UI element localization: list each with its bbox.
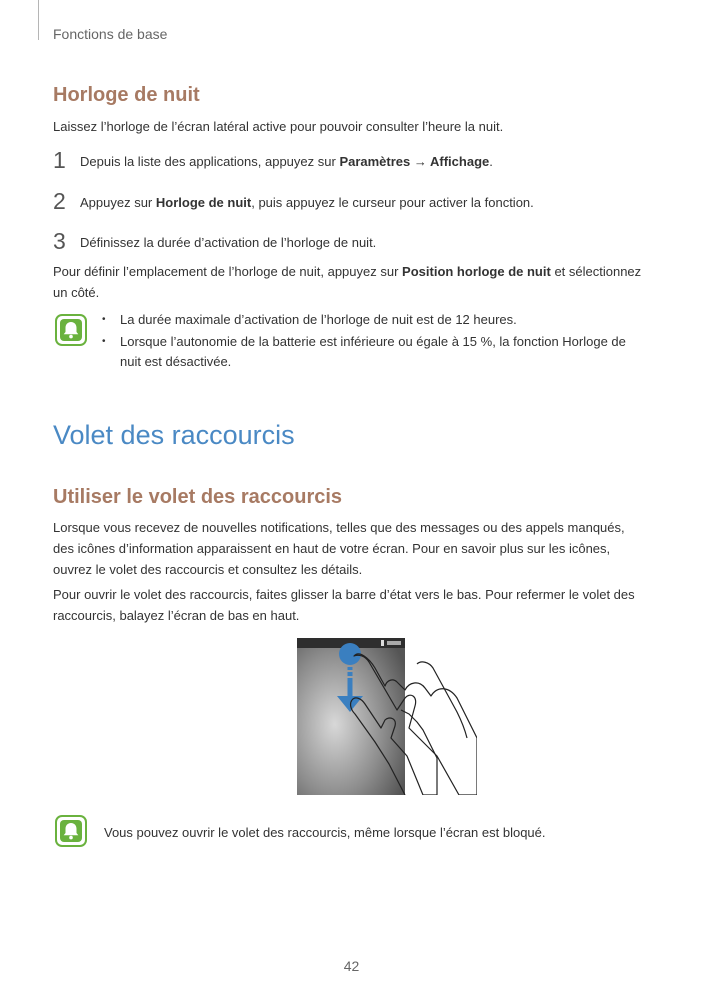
shortcuts-paragraph-2: Pour ouvrir le volet des raccourcis, faites glisser la barre d’état vers le bas. Pour refermer le volet des raccourcis, balayez l’écran de bas en haut. <box>53 587 635 623</box>
bell-icon <box>55 314 87 346</box>
step-text-2: Appuyez sur Horloge de nuit, puis appuyez le curseur pour activer la fonction. <box>80 195 534 210</box>
position-paragraph: Pour définir l’emplacement de l’horloge de nuit, appuyez sur Position horloge de nuit et sélectionnez un côté. <box>53 264 642 300</box>
note-item: • La durée maximale d’activation de l’horloge de nuit est de 12 heures. <box>100 310 645 330</box>
step-1-bold: Paramètres → Affichage <box>339 154 490 169</box>
step-number-2: 2 <box>53 188 66 214</box>
night-clock-title: Horloge de nuit <box>53 84 200 106</box>
bell-icon <box>55 815 87 847</box>
step-number-3: 3 <box>53 228 66 254</box>
section-label: Fonctions de base <box>53 26 168 42</box>
step-2-bold: Horloge de nuit <box>155 195 252 210</box>
page-number: 42 <box>343 958 360 974</box>
step-text-1: Depuis la liste des applications, appuyez sur Paramètres → Affichage. <box>80 154 493 169</box>
swipe-illustration <box>297 638 477 795</box>
header-rule <box>38 0 39 40</box>
lockscreen-note: Vous pouvez ouvrir le volet des raccourcis, même lorsque l’écran est bloqué. <box>104 825 546 840</box>
position-bold: Position horloge de nuit <box>402 264 551 279</box>
shortcuts-paragraph-1: Lorsque vous recevez de nouvelles notifications, telles que des messages ou des appels manqués, des icônes d’information apparaissent en haut de votre écran. Pour en savoir plus sur les icônes, ouvrez le volet des raccourcis et consultez les détails. <box>53 520 625 577</box>
note-item: • Lorsque l’autonomie de la batterie est inférieure ou égale à 15 %, la fonction Horloge de nuit est désactivée. <box>100 332 645 372</box>
night-clock-notes <box>100 310 645 374</box>
night-clock-intro: Laissez l’horloge de l’écran latéral active pour pouvoir consulter l’heure la nuit. <box>53 119 504 134</box>
step-text-3: Définissez la durée d’activation de l’horloge de nuit. <box>80 235 377 250</box>
step-number-1: 1 <box>53 147 66 173</box>
shortcuts-subtitle: Utiliser le volet des raccourcis <box>53 486 343 508</box>
shortcuts-title: Volet des raccourcis <box>53 420 295 450</box>
